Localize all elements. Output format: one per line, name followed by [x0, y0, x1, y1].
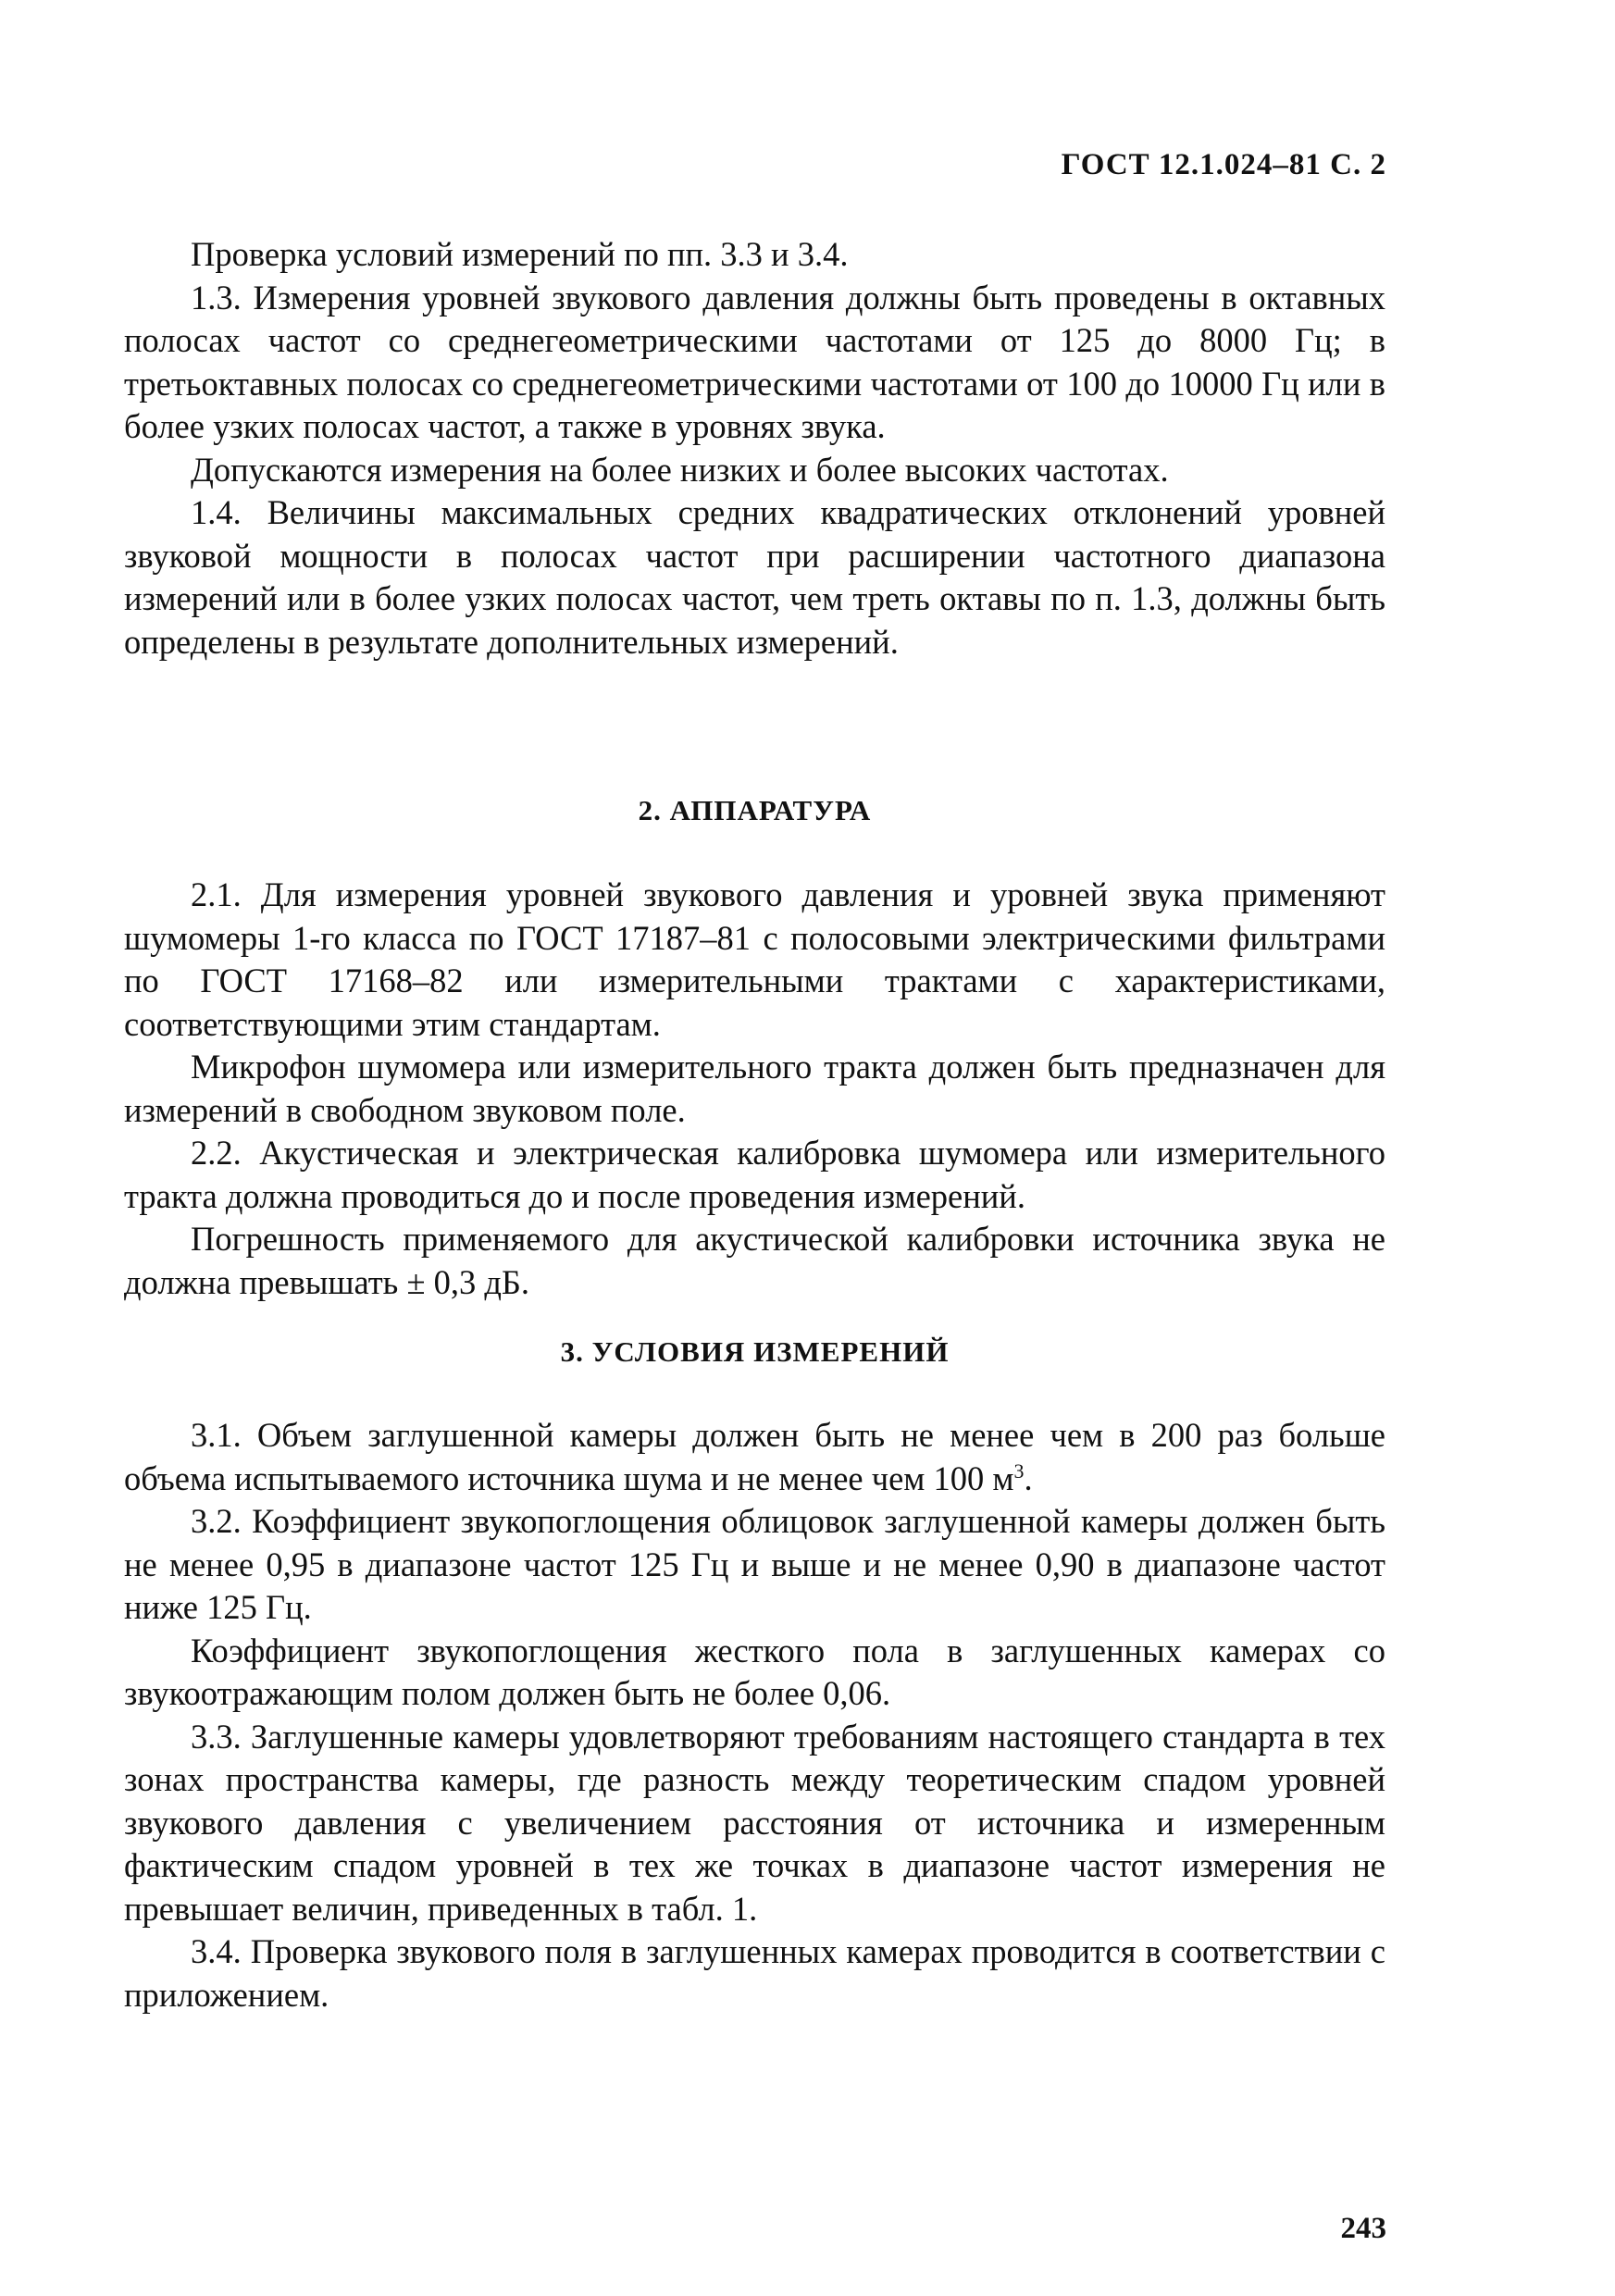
paragraph-text: 3.1. Объем заглушенной камеры должен быть не менее чем в 200 раз больше объема испытываемого источника шума и не менее чем 100 м: [124, 1416, 1385, 1497]
section1-tail: [124, 233, 1385, 664]
paragraph: 2.1. Для измерения уровней звукового давления и уровней звука применяют шумомеры 1-го класса по ГОСТ 17187–81 с полосовыми электрическими фильтрами по ГОСТ 17168–82 или измерительными трактами с характеристиками, соответствующими этим стандартам.: [124, 875, 1385, 1043]
section-heading: 3. УСЛОВИЯ ИЗМЕРЕНИЙ: [560, 1335, 950, 1368]
paragraph: [124, 1414, 1385, 1500]
section3-body: [124, 1414, 1385, 2017]
paragraph: Допускаются измерения на более низких и более высоких частотах.: [191, 450, 1169, 489]
section-heading: 2. АППАРАТУРА: [638, 794, 872, 826]
page-number: 243: [1340, 2212, 1386, 2245]
page-header: ГОСТ 12.1.024–81 С. 2: [1061, 148, 1386, 181]
paragraph: 2.2. Акустическая и электрическая калибровка шумомера или измерительного тракта должна проводиться до и после проведения измерений.: [124, 1134, 1385, 1215]
paragraph: 3.3. Заглушенные камеры удовлетворяют требованиям настоящего стандарта в тех зонах пространства камеры, где разность между теоретическим спадом уровней звукового давления с увеличением расстояния от источника и измеренным фактическим спадом уровней в тех же точках в диапазоне частот измерения не превышает величин, приведенных в табл. 1.: [124, 1717, 1385, 1928]
section2-body: [124, 874, 1385, 1304]
paragraph: 3.2. Коэффициент звукопоглощения облицовок заглушенной камеры должен быть не менее 0,95 в диапазоне частот 125 Гц и выше и не менее 0,90 в диапазоне частот ниже 125 Гц.: [124, 1502, 1385, 1626]
paragraph: 1.4. Величины максимальных средних квадратических отклонений уровней звуковой мощности в полосах частот при расширении частотного диапазона измерений или в более узких полосах частот, чем треть октавы по п. 1.3, должны быть определены в результате дополнительных измерений.: [124, 493, 1385, 661]
paragraph: 3.4. Проверка звукового поля в заглушенных камерах проводится в соответствии с приложением.: [124, 1932, 1385, 2014]
paragraph: Проверка условий измерений по пп. 3.3 и 3.4.: [191, 235, 849, 273]
paragraph: Погрешность применяемого для акустической калибровки источника звука не должна превышать ± 0,3 дБ.: [124, 1220, 1385, 1301]
superscript: 3: [1013, 1458, 1025, 1483]
paragraph-end: .: [1024, 1458, 1033, 1497]
paragraph: Коэффициент звукопоглощения жесткого пола в заглушенных камерах со звукоотражающим полом должен быть не более 0,06.: [124, 1631, 1385, 1712]
paragraph: 1.3. Измерения уровней звукового давления должны быть проведены в октавных полосах частот со среднегеометрическими частотами от 125 до 8000 Гц; в третьоктавных полосах со среднегеометрическими частотами от 100 до 10000 Гц или в более узких полосах частот, а также в уровнях звука.: [124, 278, 1385, 445]
paragraph: Микрофон шумомера или измерительного тракта должен быть предназначен для измерений в свободном звуковом поле.: [124, 1048, 1385, 1129]
